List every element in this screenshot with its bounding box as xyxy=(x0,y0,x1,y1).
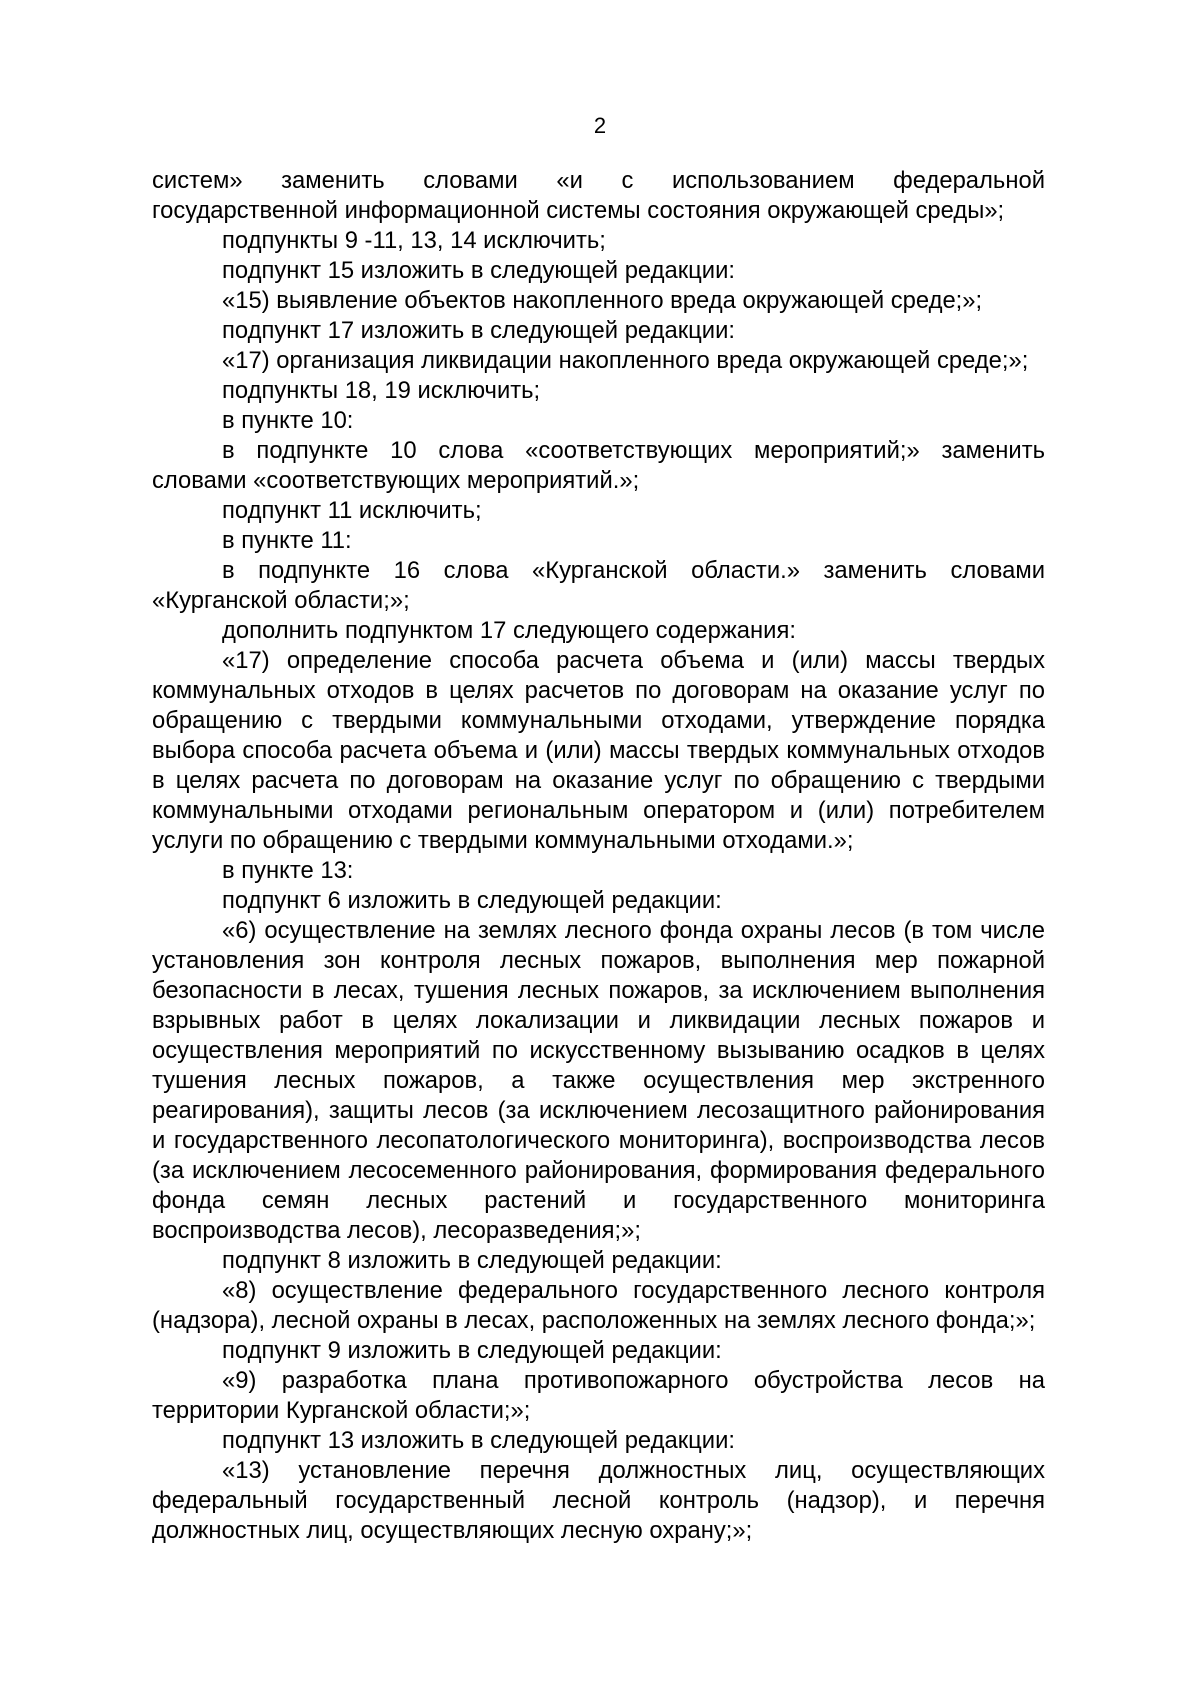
document-paragraph: «9) разработка плана противопожарного обустройства лесов на территории Курганской области;»; xyxy=(152,1367,1045,1424)
document-paragraph: «15) выявление объектов накопленного вреда окружающей среде;»; xyxy=(222,287,983,314)
document-paragraph: в подпункте 10 слова «соответствующих мероприятий;» заменить словами «соответствующих мероприятий.»; xyxy=(152,437,1045,494)
document-paragraph: в пункте 13: xyxy=(222,857,354,884)
document-paragraph: подпункт 11 исключить; xyxy=(222,497,482,524)
document-paragraph: подпункты 18, 19 исключить; xyxy=(222,377,541,404)
document-paragraph: в подпункте 16 слова «Курганской области.» заменить словами «Курганской области;»; xyxy=(152,557,1045,614)
document-paragraph: подпункт 15 изложить в следующей редакции: xyxy=(222,257,735,284)
document-paragraph: «8) осуществление федерального государственного лесного контроля (надзора), лесной охраны в лесах, расположенных на землях лесного фонда;»; xyxy=(152,1277,1045,1334)
page-number: 2 xyxy=(593,113,607,138)
document-paragraph: «17) определение способа расчета объема и (или) массы твердых коммунальных отходов в целях расчетов по договорам на оказание услуг по обращению с твердыми коммунальными отходами, утверждение порядка выбора способа расчета объема и (или) массы твердых коммунальных отходов в целях расчета по договорам на оказание услуг по обращению с твердыми коммунальными отходами региональным оператором и (или) потребителем услуги по обращению с твердыми коммунальными отходами.»; xyxy=(152,647,1045,854)
document-body xyxy=(152,166,1045,1546)
document-paragraph: подпункт 8 изложить в следующей редакции: xyxy=(222,1247,722,1274)
document-paragraph: подпункт 9 изложить в следующей редакции: xyxy=(222,1337,722,1364)
document-paragraph: «6) осуществление на землях лесного фонда охраны лесов (в том числе установления зон контроля лесных пожаров, выполнения мер пожарной безопасности в лесах, тушения лесных пожаров, за исключением выполнения взрывных работ в целях локализации и ликвидации лесных пожаров и осуществления мероприятий по искусственному вызыванию осадков в целях тушения лесных пожаров, а также осуществления мер экстренного реагирования), защиты лесов (за исключением лесозащитного районирования и государственного лесопатологического мониторинга), воспроизводства лесов (за исключением лесосеменного районирования, формирования федерального фонда семян лесных растений и государственного мониторинга воспроизводства лесов), лесоразведения;»; xyxy=(152,917,1045,1244)
document-paragraph: дополнить подпунктом 17 следующего содержания: xyxy=(222,617,796,644)
document-paragraph: подпункт 13 изложить в следующей редакции: xyxy=(222,1427,735,1454)
document-paragraph: «17) организация ликвидации накопленного вреда окружающей среде;»; xyxy=(222,347,1029,374)
document-paragraph: в пункте 10: xyxy=(222,407,354,434)
document-paragraph: «13) установление перечня должностных лиц, осуществляющих федеральный государственный лесной контроль (надзор), и перечня должностных лиц, осуществляющих лесную охрану;»; xyxy=(152,1457,1045,1544)
document-paragraph: подпункт 6 изложить в следующей редакции: xyxy=(222,887,722,914)
document-paragraph: в пункте 11: xyxy=(222,527,352,554)
document-paragraph: подпункты 9 -11, 13, 14 исключить; xyxy=(222,227,606,254)
document-paragraph: подпункт 17 изложить в следующей редакции: xyxy=(222,317,735,344)
document-paragraph: систем» заменить словами «и с использованием федеральной государственной информационной системы состояния окружающей среды»; xyxy=(152,167,1045,224)
